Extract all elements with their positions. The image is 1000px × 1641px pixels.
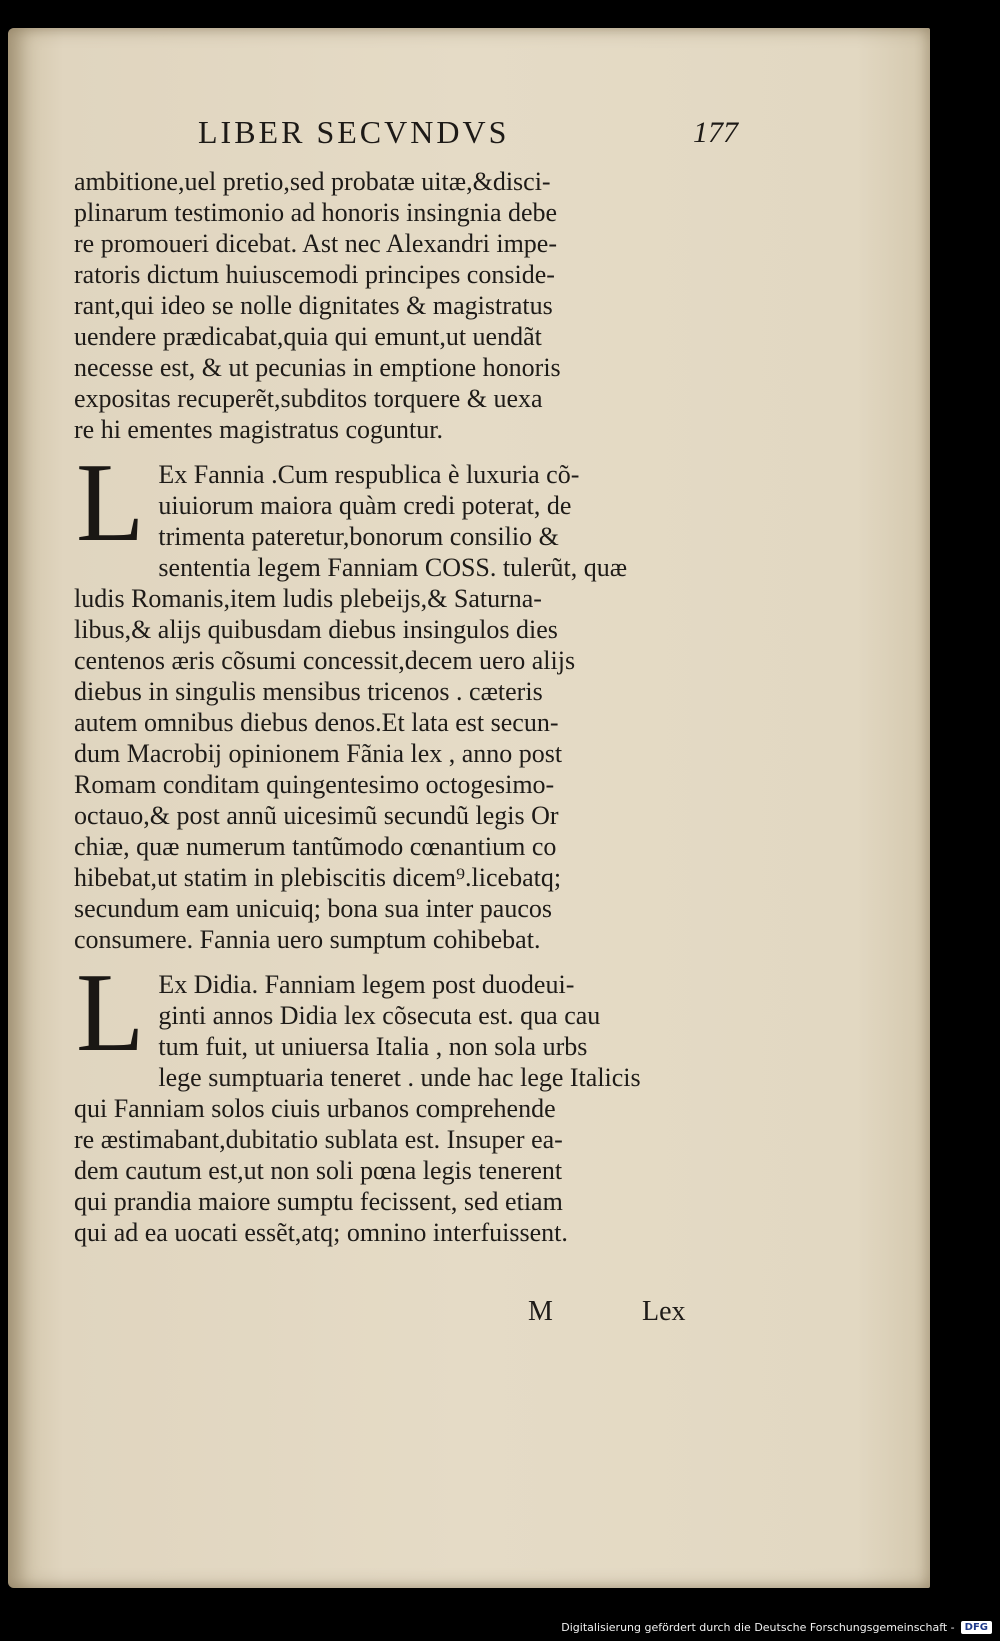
text-line: necesse est, & ut pecunias in emptione honoris (74, 353, 561, 382)
dfg-logo-icon: DFG (961, 1621, 992, 1634)
digitization-footer (561, 1617, 992, 1637)
text-line: tum fuit, ut uniuersa Italia , non sola urbs (158, 1032, 588, 1061)
text-line: qui Fanniam solos ciuis urbanos comprehende (74, 1094, 556, 1123)
page-header (198, 114, 738, 158)
text-line: ambitione,uel pretio,sed probatæ uitæ,&disci- (74, 167, 551, 196)
text-line: plinarum testimonio ad honoris insingnia debe (74, 198, 558, 227)
text-line: uendere prædicabat,quia qui emunt,ut uendãt (74, 322, 542, 351)
text-line: Ex Fannia .Cum respublica è luxuria cõ- (158, 460, 580, 489)
text-line: libus,& alijs quibusdam diebus insingulos dies (74, 615, 558, 644)
text-line: octauo,& post annũ uicesimũ secundũ legis Or (74, 801, 559, 830)
text-line: rant,qui ideo se nolle dignitates & magistratus (74, 291, 553, 320)
catchword: Lex (642, 1296, 686, 1327)
text-block (74, 166, 724, 1262)
text-line: trimenta pateretur,bonorum consilio & (158, 522, 559, 551)
text-line: diebus in singulis mensibus tricenos . cæteris (74, 677, 543, 706)
text-line: Romam conditam quingentesimo octogesimo- (74, 770, 555, 799)
text-line: autem omnibus diebus denos.Et lata est secun- (74, 708, 559, 737)
text-line: consumere. Fannia uero sumptum cohibebat. (74, 925, 541, 954)
text-line: uiuiorum maiora quàm credi poterat, de (158, 491, 572, 520)
text-line: re hi ementes magistratus coguntur. (74, 415, 443, 444)
text-line: ginti annos Didia lex cõsecuta est. qua cau (158, 1001, 601, 1030)
text-line: qui ad ea uocati essẽt,atq; omnino interfuissent. (74, 1218, 568, 1247)
text-line: sententia legem Fanniam COSS. tulerũt, quæ (158, 553, 628, 582)
running-title: LIBER SECVNDVS (198, 114, 510, 150)
drop-cap-initial: L (76, 951, 145, 1075)
text-line: qui prandia maiore sumptu fecissent, sed etiam (74, 1187, 563, 1216)
paragraph-lex-fannia (74, 441, 724, 955)
page-number: 177 (693, 116, 738, 149)
text-line: ludis Romanis,item ludis plebeijs,& Saturna- (74, 584, 542, 613)
signature-mark: M (528, 1296, 553, 1327)
text-line: chiæ, quæ numerum tantũmodo cœnantium co (74, 832, 557, 861)
text-line: centenos æris cõsumi concessit,decem uero alijs (74, 646, 576, 675)
text-line: lege sumptuaria teneret . unde hac lege Italicis (158, 1063, 641, 1092)
text-line: re æstimabant,dubitatio sublata est. Insuper ea- (74, 1125, 563, 1154)
text-line: dum Macrobij opinionem Fãnia lex , anno post (74, 739, 563, 768)
book-page (8, 28, 930, 1588)
text-line: expositas recuperẽt,subditos torquere & uexa (74, 384, 543, 413)
paragraph-1 (74, 166, 724, 445)
drop-cap-initial: L (76, 441, 145, 565)
text-line: secundum eam unicuiq; bona sua inter paucos (74, 894, 552, 923)
text-line: dem cautum est,ut non soli pœna legis tenerent (74, 1156, 563, 1185)
funding-notice: Digitalisierung gefördert durch die Deutsche Forschungsgemeinschaft - (561, 1620, 955, 1634)
paragraph-lex-didia (74, 951, 724, 1248)
text-line: Ex Didia. Fanniam legem post duodeui- (158, 970, 575, 999)
text-line: hibebat,ut statim in plebiscitis dicem⁹.licebatq; (74, 863, 562, 892)
text-line: re promoueri dicebat. Ast nec Alexandri impe- (74, 229, 558, 258)
text-line: ratoris dictum huiuscemodi principes conside- (74, 260, 555, 289)
